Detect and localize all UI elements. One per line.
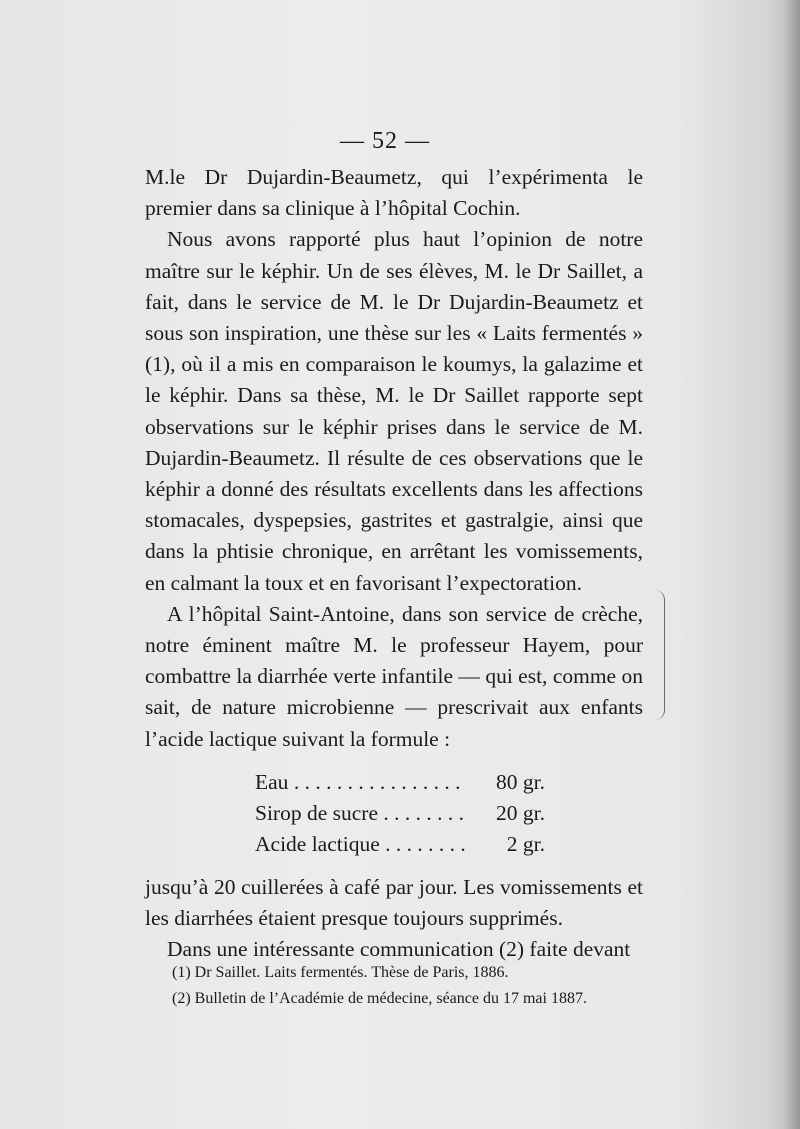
- body-text: [145, 162, 643, 965]
- footnotes: [172, 960, 652, 1012]
- paragraph-2: Nous avons rapporté plus haut l’opinion de notre maître sur le képhir. Un de ses élèves, M. le Dr Saillet, a fait, dans le service de M. le Dr Dujardin-Beaumetz et sous son inspiration, une thèse sur les « Laits fermentés » (1), où il a mis en comparaison le koumys, la galazime et le képhir. Dans sa thèse, M. le Dr Saillet rapporte sept observations sur le képhir prises dans le service de M. Dujardin-Beaumetz. Il résulte de ces observations que le képhir a donné des résultats excellents dans les affections stomacales, dyspepsies, gastrites et gastralgie, ainsi que dans la phtisie chronique, en arrêtant les vomissements, en calmant la toux et en favorisant l’expectoration.: [145, 227, 643, 595]
- footnote-1: (1) Dr Saillet. Laits fermentés. Thèse de Paris, 1886.: [172, 964, 509, 981]
- page-spine-shadow: [784, 0, 800, 1129]
- formula-quantity: 2 gr.: [506, 831, 545, 856]
- margin-bracket-mark: [652, 590, 665, 720]
- formula-row: [255, 798, 545, 829]
- page-number: — 52 —: [340, 128, 430, 154]
- formula-quantity: 20 gr.: [496, 800, 545, 825]
- prescription-formula: [255, 767, 643, 860]
- formula-ingredient: Acide lactique . . .: [255, 829, 467, 860]
- footnote-2: (2) Bulletin de l’Académie de médecine, séance du 17 mai 1887.: [172, 990, 587, 1007]
- paragraph-5: Dans une intéressante communication (2) faite devant: [167, 937, 631, 962]
- paragraph-1: M.le Dr Dujardin-Beaumetz, qui l’expérimenta le premier dans sa clinique à l’hôpital Cochin.: [145, 165, 643, 221]
- formula-row: [255, 767, 545, 798]
- formula-ingredient: Eau . . .: [255, 767, 467, 798]
- paragraph-4: jusqu’à 20 cuillerées à café par jour. Les vomissements et les diarrhées étaient presque toujours supprimés.: [145, 874, 643, 931]
- formula-row: [255, 829, 545, 860]
- formula-quantity: 80 gr.: [496, 769, 545, 794]
- formula-ingredient: Sirop de sucre . . .: [255, 798, 467, 829]
- paragraph-3: A l’hôpital Saint-Antoine, dans son service de crèche, notre éminent maître M. le professeur Hayem, pour combattre la diarrhée verte infantile — qui est, comme on sait, de nature microbienne — prescrivait aux enfants l’acide lactique suivant la formule :: [145, 601, 643, 751]
